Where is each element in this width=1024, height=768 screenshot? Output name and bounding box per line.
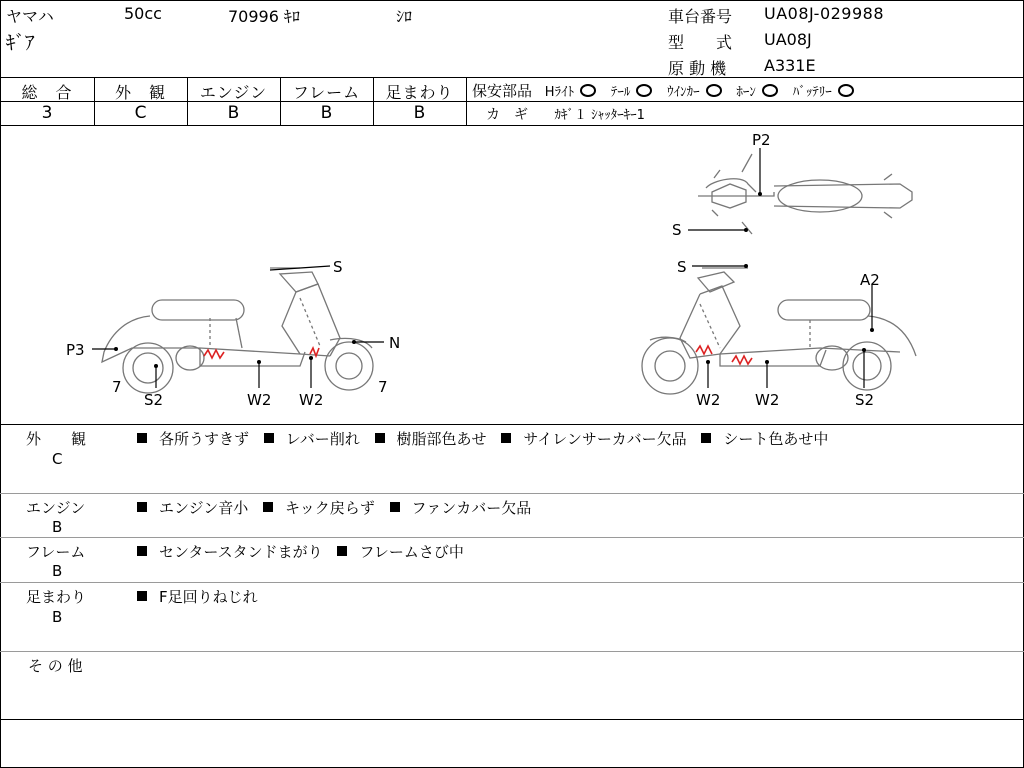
note-item: 樹脂部色あせ (396, 430, 487, 448)
type-label: 型 式 (668, 33, 733, 52)
note-engine-grade: B (52, 518, 63, 536)
frame-number-label: 車台番号 (668, 7, 733, 26)
note-engine-items (137, 497, 531, 518)
bullet-icon (375, 433, 385, 443)
note-item: フレームさび中 (359, 543, 464, 561)
rule (0, 537, 1024, 538)
top-view-scooter (698, 154, 912, 234)
bullet-icon (137, 591, 147, 601)
grade-frame-value: B (320, 103, 333, 123)
note-engine-label: エンジン (26, 499, 86, 517)
engine-label: 原 動 機 (668, 59, 727, 78)
label-left-w2b: W2 (299, 391, 324, 409)
bullet-icon (390, 502, 400, 512)
mileage: 70996 ｷﾛ (228, 7, 300, 26)
note-item: センタースタンドまがり (159, 543, 323, 561)
grade-suspension-value: B (413, 103, 426, 123)
engine-value: A331E (764, 56, 816, 75)
label-top-p2: P2 (752, 131, 771, 149)
ok-circle-icon (838, 84, 854, 97)
rule (466, 77, 467, 125)
note-item: レバー削れ (285, 430, 360, 448)
label-right-w2a: W2 (696, 391, 721, 409)
note-item: キック戻らず (285, 499, 375, 517)
note-item: 各所うすきず (159, 430, 250, 448)
ok-circle-icon (580, 84, 596, 97)
note-suspension-items (137, 586, 258, 607)
type-value: UA08J (764, 30, 812, 49)
rule (0, 719, 1024, 720)
note-item: F足回りねじれ (159, 588, 258, 606)
bullet-icon (137, 433, 147, 443)
rule (0, 582, 1024, 583)
label-left-n: N (389, 334, 401, 352)
grade-engine-value: B (227, 103, 240, 123)
note-other-label: そ の 他 (28, 657, 83, 675)
label-right-s: S (677, 258, 687, 276)
ok-circle-icon (636, 84, 652, 97)
note-item: シート色あせ中 (723, 430, 829, 448)
note-item: エンジン音小 (159, 499, 249, 517)
left-view-scooter (102, 268, 373, 393)
note-item: サイレンサーカバー欠品 (523, 430, 687, 448)
label-right-s2: S2 (855, 391, 875, 409)
label-top-s: S (672, 221, 682, 239)
key-label: カ ギ (486, 107, 528, 123)
label-left-w2a: W2 (247, 391, 272, 409)
label-right-w2b: W2 (755, 391, 780, 409)
rule (0, 651, 1024, 652)
grade-exterior-value: C (134, 103, 147, 123)
grade-frame-label: フレーム (292, 83, 361, 102)
scooter-diagram (0, 126, 1024, 424)
frame-number: UA08J-029988 (764, 4, 885, 23)
grade-suspension-label: 足まわり (385, 83, 454, 102)
rule (0, 424, 1024, 425)
displacement: 50cc (124, 4, 162, 23)
safety-parts-row (472, 80, 854, 101)
safety-item: ﾎｰﾝ (736, 82, 778, 100)
rule (0, 77, 1024, 78)
safety-item: ﾃｰﾙ (611, 82, 653, 100)
bullet-icon (337, 546, 347, 556)
label-left-7b: 7 (378, 378, 388, 396)
ok-circle-icon (706, 84, 722, 97)
bullet-icon (263, 502, 273, 512)
note-exterior-items (137, 428, 828, 449)
note-frame-items (137, 541, 464, 562)
note-frame-grade: B (52, 562, 63, 580)
safety-item: ｳｲﾝｶｰ (667, 82, 722, 100)
ok-circle-icon (762, 84, 778, 97)
bullet-icon (701, 433, 711, 443)
note-item: ファンカバー欠品 (411, 499, 532, 517)
key-value: ｶｷﾞ１ ｼｬｯﾀｰｷｰ1 (554, 108, 645, 123)
rule (466, 101, 1024, 102)
label-left-s2: S2 (144, 391, 164, 409)
label-left-s: S (333, 258, 343, 276)
note-frame-label: フレーム (26, 543, 86, 561)
model-name: ｷﾞｱ (6, 32, 35, 54)
color: ｼﾛ (396, 7, 413, 26)
label-right-a2: A2 (860, 271, 880, 289)
maker: ヤマハ (6, 7, 54, 26)
label-left-7a: 7 (112, 378, 122, 396)
note-exterior-grade: C (52, 450, 63, 468)
grade-overall-label: 総 合 (21, 83, 73, 102)
bullet-icon (137, 546, 147, 556)
key-row (486, 104, 645, 124)
bullet-icon (137, 502, 147, 512)
safety-parts-label: 保安部品 (472, 82, 533, 100)
rule (0, 493, 1024, 494)
safety-item: Hﾗｲﾄ (545, 82, 596, 100)
grade-engine-label: エンジン (199, 83, 268, 102)
grade-exterior-label: 外 観 (114, 83, 166, 102)
safety-item: ﾊﾞｯﾃﾘｰ (793, 82, 854, 100)
grade-overall-value: 3 (41, 103, 53, 123)
note-exterior-label: 外 観 (26, 430, 87, 448)
note-suspension-grade: B (52, 608, 63, 626)
bullet-icon (501, 433, 511, 443)
bullet-icon (264, 433, 274, 443)
damage-marks (204, 346, 752, 364)
label-left-p3: P3 (66, 341, 85, 359)
marker-dots (114, 192, 874, 368)
note-suspension-label: 足まわり (26, 588, 87, 606)
